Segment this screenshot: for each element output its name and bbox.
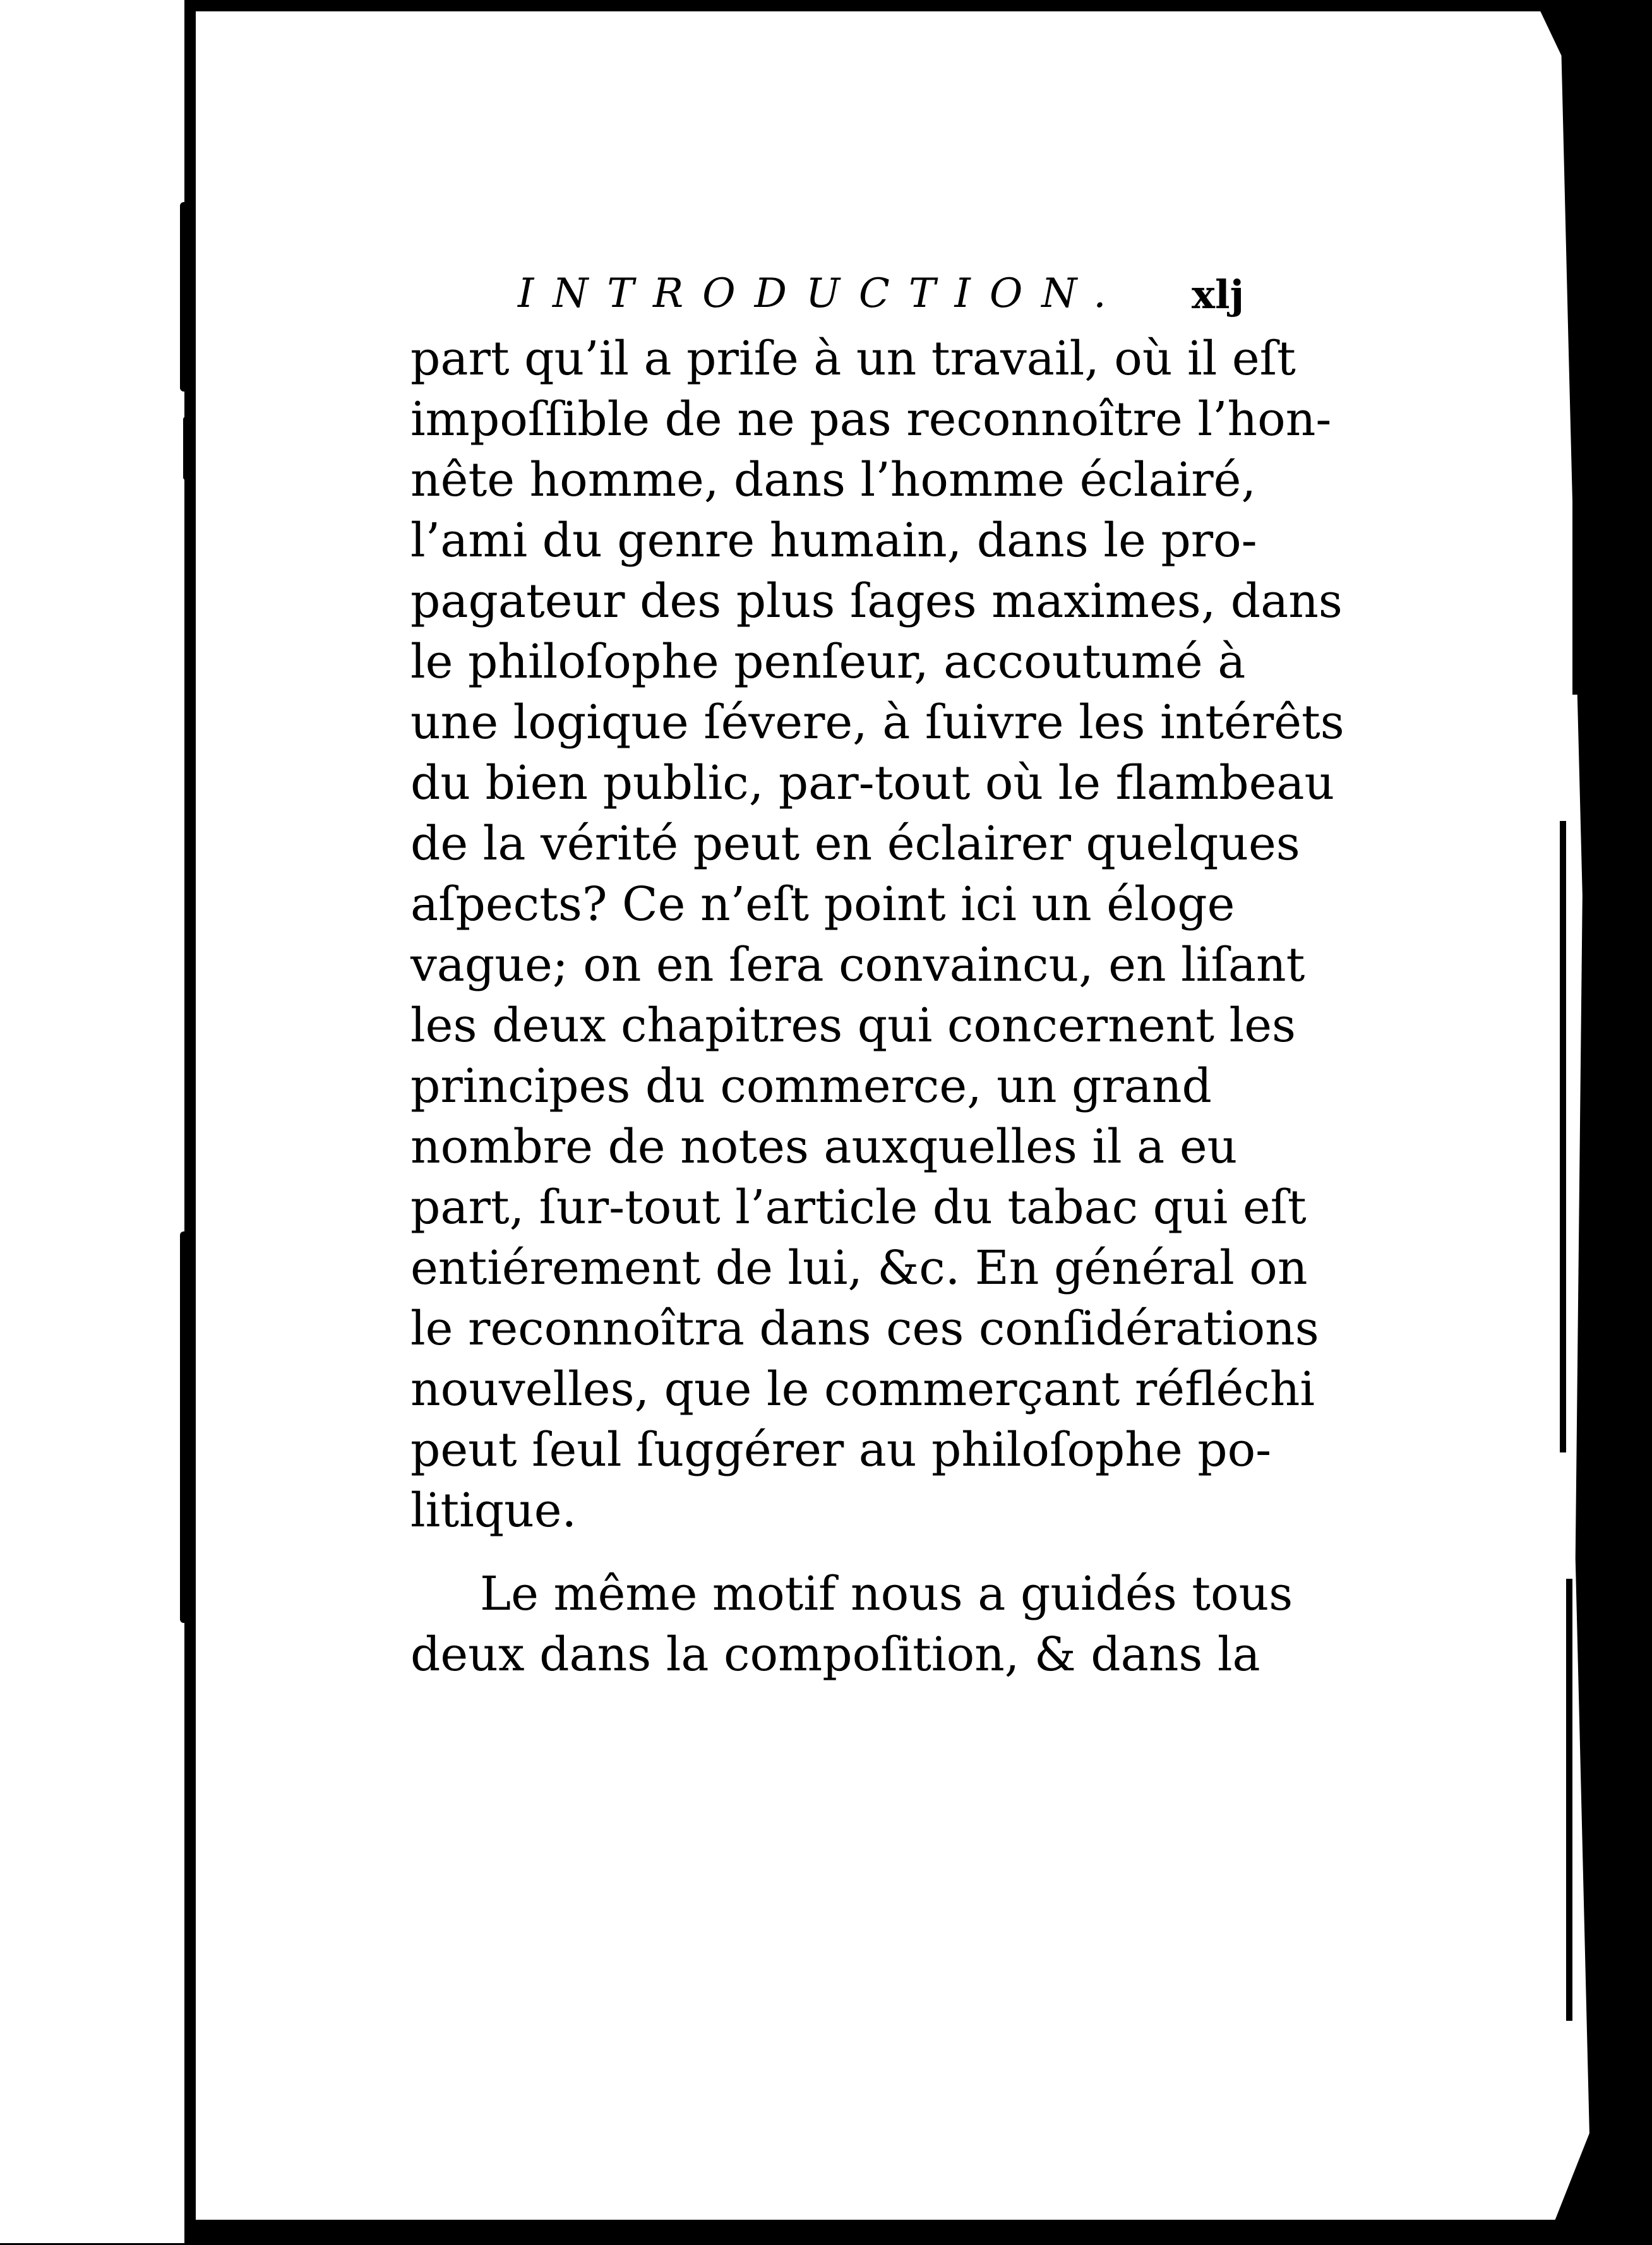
text-line: nouvelles, que le commerçant réfléchi [410,1362,1315,1416]
text-line: vague; on en ſera convaincu, en liſant [410,938,1305,992]
text-line: les deux chapitres qui concernent les [410,998,1296,1053]
running-title: INTRODUCTION. [518,270,1125,317]
text-line: l’ami du genre humain, dans le pro- [410,513,1257,568]
text-line: du bien public, par-tout où le flambeau [410,756,1335,810]
page-edge-wear [1566,1579,1572,2021]
scan-right-border [1576,0,1652,2243]
text-line: part, ſur-tout l’article du tabac qui eſt [410,1180,1307,1235]
body-text [410,328,1344,1685]
page-edge-wear [1560,821,1566,1452]
text-line: de la vérité peut en éclairer quelques [410,817,1300,871]
text-line: le reconnoîtra dans ces conſidérations [410,1302,1319,1356]
text-line: le philoſophe penſeur, accoutumé à [410,635,1246,689]
text-line: pagateur des plus ſages maximes, dans [410,574,1343,628]
page-number: xlj [1192,272,1244,318]
text-line: entiérement de lui, &c. En général on [410,1241,1308,1295]
text-line: nête homme, dans l’homme éclairé, [410,453,1256,507]
binding-gutter [184,0,193,2243]
text-line: deux dans la compoſition, & dans la [410,1627,1260,1682]
page-edge-wear [1572,189,1579,695]
previous-page-edge [0,0,189,2243]
text-line: une logique ſévere, à ſuivre les intérêts [410,695,1344,750]
text-line: litique. [410,1483,577,1538]
text-line: aſpects? Ce n’eſt point ici un éloge [410,877,1235,931]
scan-bottom-border [196,2220,1648,2245]
text-line: impoſſible de ne pas reconnoître l’hon- [410,392,1332,446]
text-line: peut ſeul ſuggérer au philoſophe po- [410,1423,1272,1477]
text-line: principes du commerce, un grand [410,1059,1212,1113]
paragraph-break [410,1541,1200,1564]
text-line: part qu’il a priſe à un travail, où il eſt [410,332,1296,386]
text-line: Le même motif nous a guidés tous [480,1567,1293,1621]
page-header [518,270,1244,327]
text-line: nombre de notes auxquelles il a eu [410,1120,1238,1174]
